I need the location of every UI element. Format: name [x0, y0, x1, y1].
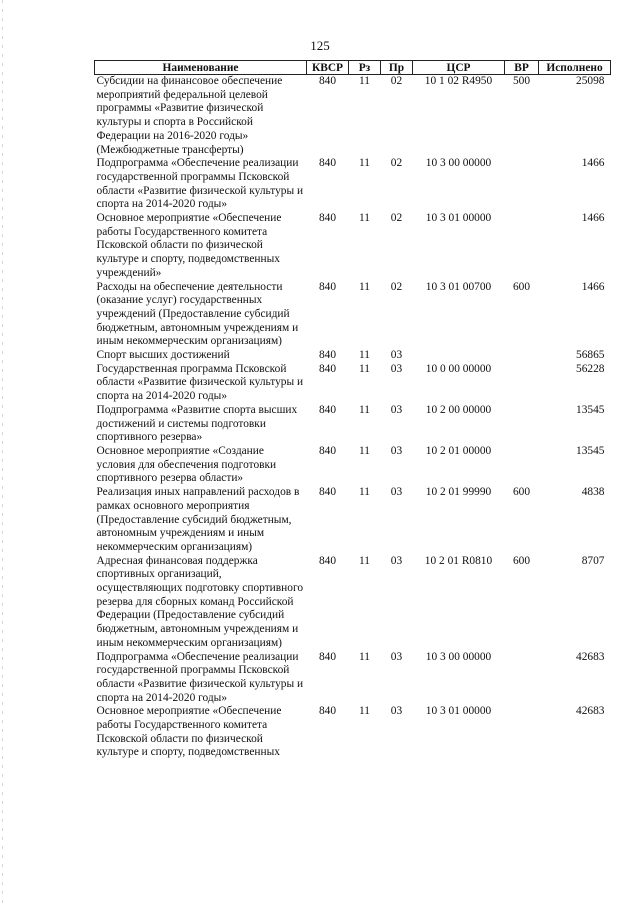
cell-vr: 600 [512, 280, 531, 293]
cell-done: 13545 [576, 403, 605, 416]
page-number: 125 [310, 38, 330, 53]
cell-kvsr: 840 [318, 157, 337, 170]
header-pr: Пр [381, 61, 413, 75]
cell-kvsr: 840 [318, 212, 337, 225]
cell-name: Адресная финансовая поддержка спортивных организаций, осуществляющих подготовку спортивного резерва для сборных команд Российской Федерации (Предоставление субсидий бюджетным, автономным учреждениям и иным некоммерческим организациям) [96, 554, 304, 649]
table-row [95, 157, 611, 212]
cell-pr: 03 [390, 444, 403, 457]
cell-rz: 11 [359, 650, 370, 663]
cell-csr [413, 349, 505, 363]
table-row [95, 349, 611, 363]
cell-kvsr: 840 [318, 486, 337, 499]
cell-rz: 11 [359, 280, 370, 293]
cell-name: Подпрограмма «Обеспечение реализации государственной программы Псковской области «Развитие физической культуры и спорта на 2014-2020 годы» [96, 157, 304, 211]
cell-name: Реализация иных направлений расходов в рамках основного мероприятия (Предоставление субсидий бюджетным, автономным учреждениям и иным некоммерческим организациям) [96, 486, 300, 553]
cell-vr [505, 157, 539, 212]
cell-kvsr: 840 [318, 705, 337, 718]
cell-done: 56228 [576, 362, 605, 375]
cell-done: 13545 [576, 444, 605, 457]
cell-vr [505, 363, 539, 404]
table-row [95, 705, 611, 760]
cell-name: Государственная программа Псковской области «Развитие физической культуры и спорта на 2014-2020 годы» [96, 362, 304, 403]
cell-done: 56865 [576, 349, 605, 362]
cell-done: 8707 [581, 554, 605, 567]
cell-name: Спорт высших достижений [96, 349, 230, 362]
cell-vr: 600 [512, 554, 531, 567]
cell-pr: 03 [390, 403, 403, 416]
cell-done: 42683 [576, 650, 605, 663]
cell-pr: 02 [390, 75, 403, 87]
cell-name: Основное мероприятие «Создание условия для обеспечения подготовки спортивного резерва области» [96, 444, 277, 485]
cell-pr: 03 [390, 705, 403, 718]
cell-done: 1466 [581, 157, 605, 170]
cell-done: 1466 [581, 212, 605, 225]
cell-pr: 02 [390, 157, 403, 170]
cell-kvsr: 840 [318, 362, 337, 375]
cell-done: 1466 [581, 280, 605, 293]
cell-name: Основное мероприятие «Обеспечение работы Государственного комитета Псковской области по физической культуре и спорту, подведомственных учреждений» [96, 212, 282, 279]
cell-kvsr: 840 [318, 444, 337, 457]
budget-table [94, 60, 611, 760]
cell-csr: 10 3 01 00000 [425, 212, 492, 225]
cell-csr: 10 2 01 00000 [425, 444, 492, 457]
cell-csr: 10 3 01 00000 [425, 705, 492, 718]
cell-vr [505, 212, 539, 281]
cell-csr: 10 0 00 00000 [425, 362, 492, 375]
header-row [95, 61, 611, 75]
cell-pr: 03 [390, 486, 403, 499]
table-row [95, 445, 611, 486]
cell-name: Расходы на обеспечение деятельности (оказание услуг) государственных учреждений (Предоставление субсидий бюджетным, автономным учреждениям и иным некоммерческим организациям) [96, 280, 299, 348]
cell-rz: 11 [359, 157, 370, 170]
cell-rz: 11 [359, 705, 370, 718]
cell-pr: 03 [390, 349, 403, 362]
cell-name: Подпрограмма «Развитие спорта высших достижений и системы подготовки спортивного резерва» [96, 403, 298, 444]
cell-rz: 11 [359, 75, 370, 87]
cell-vr [505, 404, 539, 445]
table-row [95, 555, 611, 651]
cell-vr [505, 705, 539, 760]
header-csr: ЦСР [413, 61, 505, 75]
cell-kvsr: 840 [318, 75, 337, 87]
cell-rz: 11 [359, 349, 370, 362]
cell-csr: 10 1 02 R4950 [424, 75, 493, 87]
table-row [95, 212, 611, 281]
cell-done: 42683 [576, 705, 605, 718]
table-row [95, 281, 611, 350]
cell-csr: 10 2 01 99990 [425, 486, 492, 499]
cell-rz: 11 [359, 554, 370, 567]
cell-rz: 11 [359, 362, 370, 375]
cell-kvsr: 840 [318, 650, 337, 663]
header-vr: ВР [505, 61, 539, 75]
cell-pr: 03 [390, 362, 403, 375]
cell-pr: 02 [390, 212, 403, 225]
header-name: Наименование [95, 61, 307, 75]
cell-csr: 10 3 00 00000 [425, 650, 492, 663]
table-row [95, 651, 611, 706]
cell-vr [505, 651, 539, 706]
cell-pr: 02 [390, 280, 403, 293]
cell-kvsr: 840 [318, 280, 337, 293]
scan-edge-line [2, 0, 3, 905]
cell-kvsr: 840 [318, 403, 337, 416]
cell-done: 25098 [576, 75, 605, 87]
cell-kvsr: 840 [318, 554, 337, 567]
cell-rz: 11 [359, 403, 370, 416]
table-row [95, 75, 611, 158]
cell-kvsr: 840 [318, 349, 337, 362]
cell-csr: 10 3 00 00000 [425, 157, 492, 170]
cell-name: Субсидии на финансовое обеспечение мероприятий федеральной целевой программы «Развитие физической культуры и спорта в Российской Федерации на 2016-2020 годы» (Межбюджетные трансферты) [96, 75, 283, 156]
cell-rz: 11 [359, 444, 370, 457]
cell-pr: 03 [390, 650, 403, 663]
header-rz: Рз [349, 61, 381, 75]
cell-vr: 500 [512, 75, 531, 87]
cell-vr: 600 [512, 486, 531, 499]
cell-rz: 11 [359, 486, 370, 499]
header-done: Исполнено [539, 61, 611, 75]
table-row [95, 363, 611, 404]
cell-name: Подпрограмма «Обеспечение реализации государственной программы Псковской области «Развитие физической культуры и спорта на 2014-2020 годы» [96, 650, 304, 704]
cell-name: Основное мероприятие «Обеспечение работы Государственного комитета Псковской области по физической культуре и спорту, подведомственных [96, 705, 282, 759]
cell-vr [505, 349, 539, 363]
cell-vr [505, 445, 539, 486]
cell-csr: 10 2 00 00000 [425, 403, 492, 416]
cell-csr: 10 2 01 R0810 [424, 554, 493, 567]
header-kvsr: КВСР [307, 61, 349, 75]
table-row [95, 404, 611, 445]
cell-rz: 11 [359, 212, 370, 225]
table-row [95, 486, 611, 555]
cell-done: 4838 [581, 486, 605, 499]
cell-csr: 10 3 01 00700 [425, 280, 492, 293]
cell-pr: 03 [390, 554, 403, 567]
